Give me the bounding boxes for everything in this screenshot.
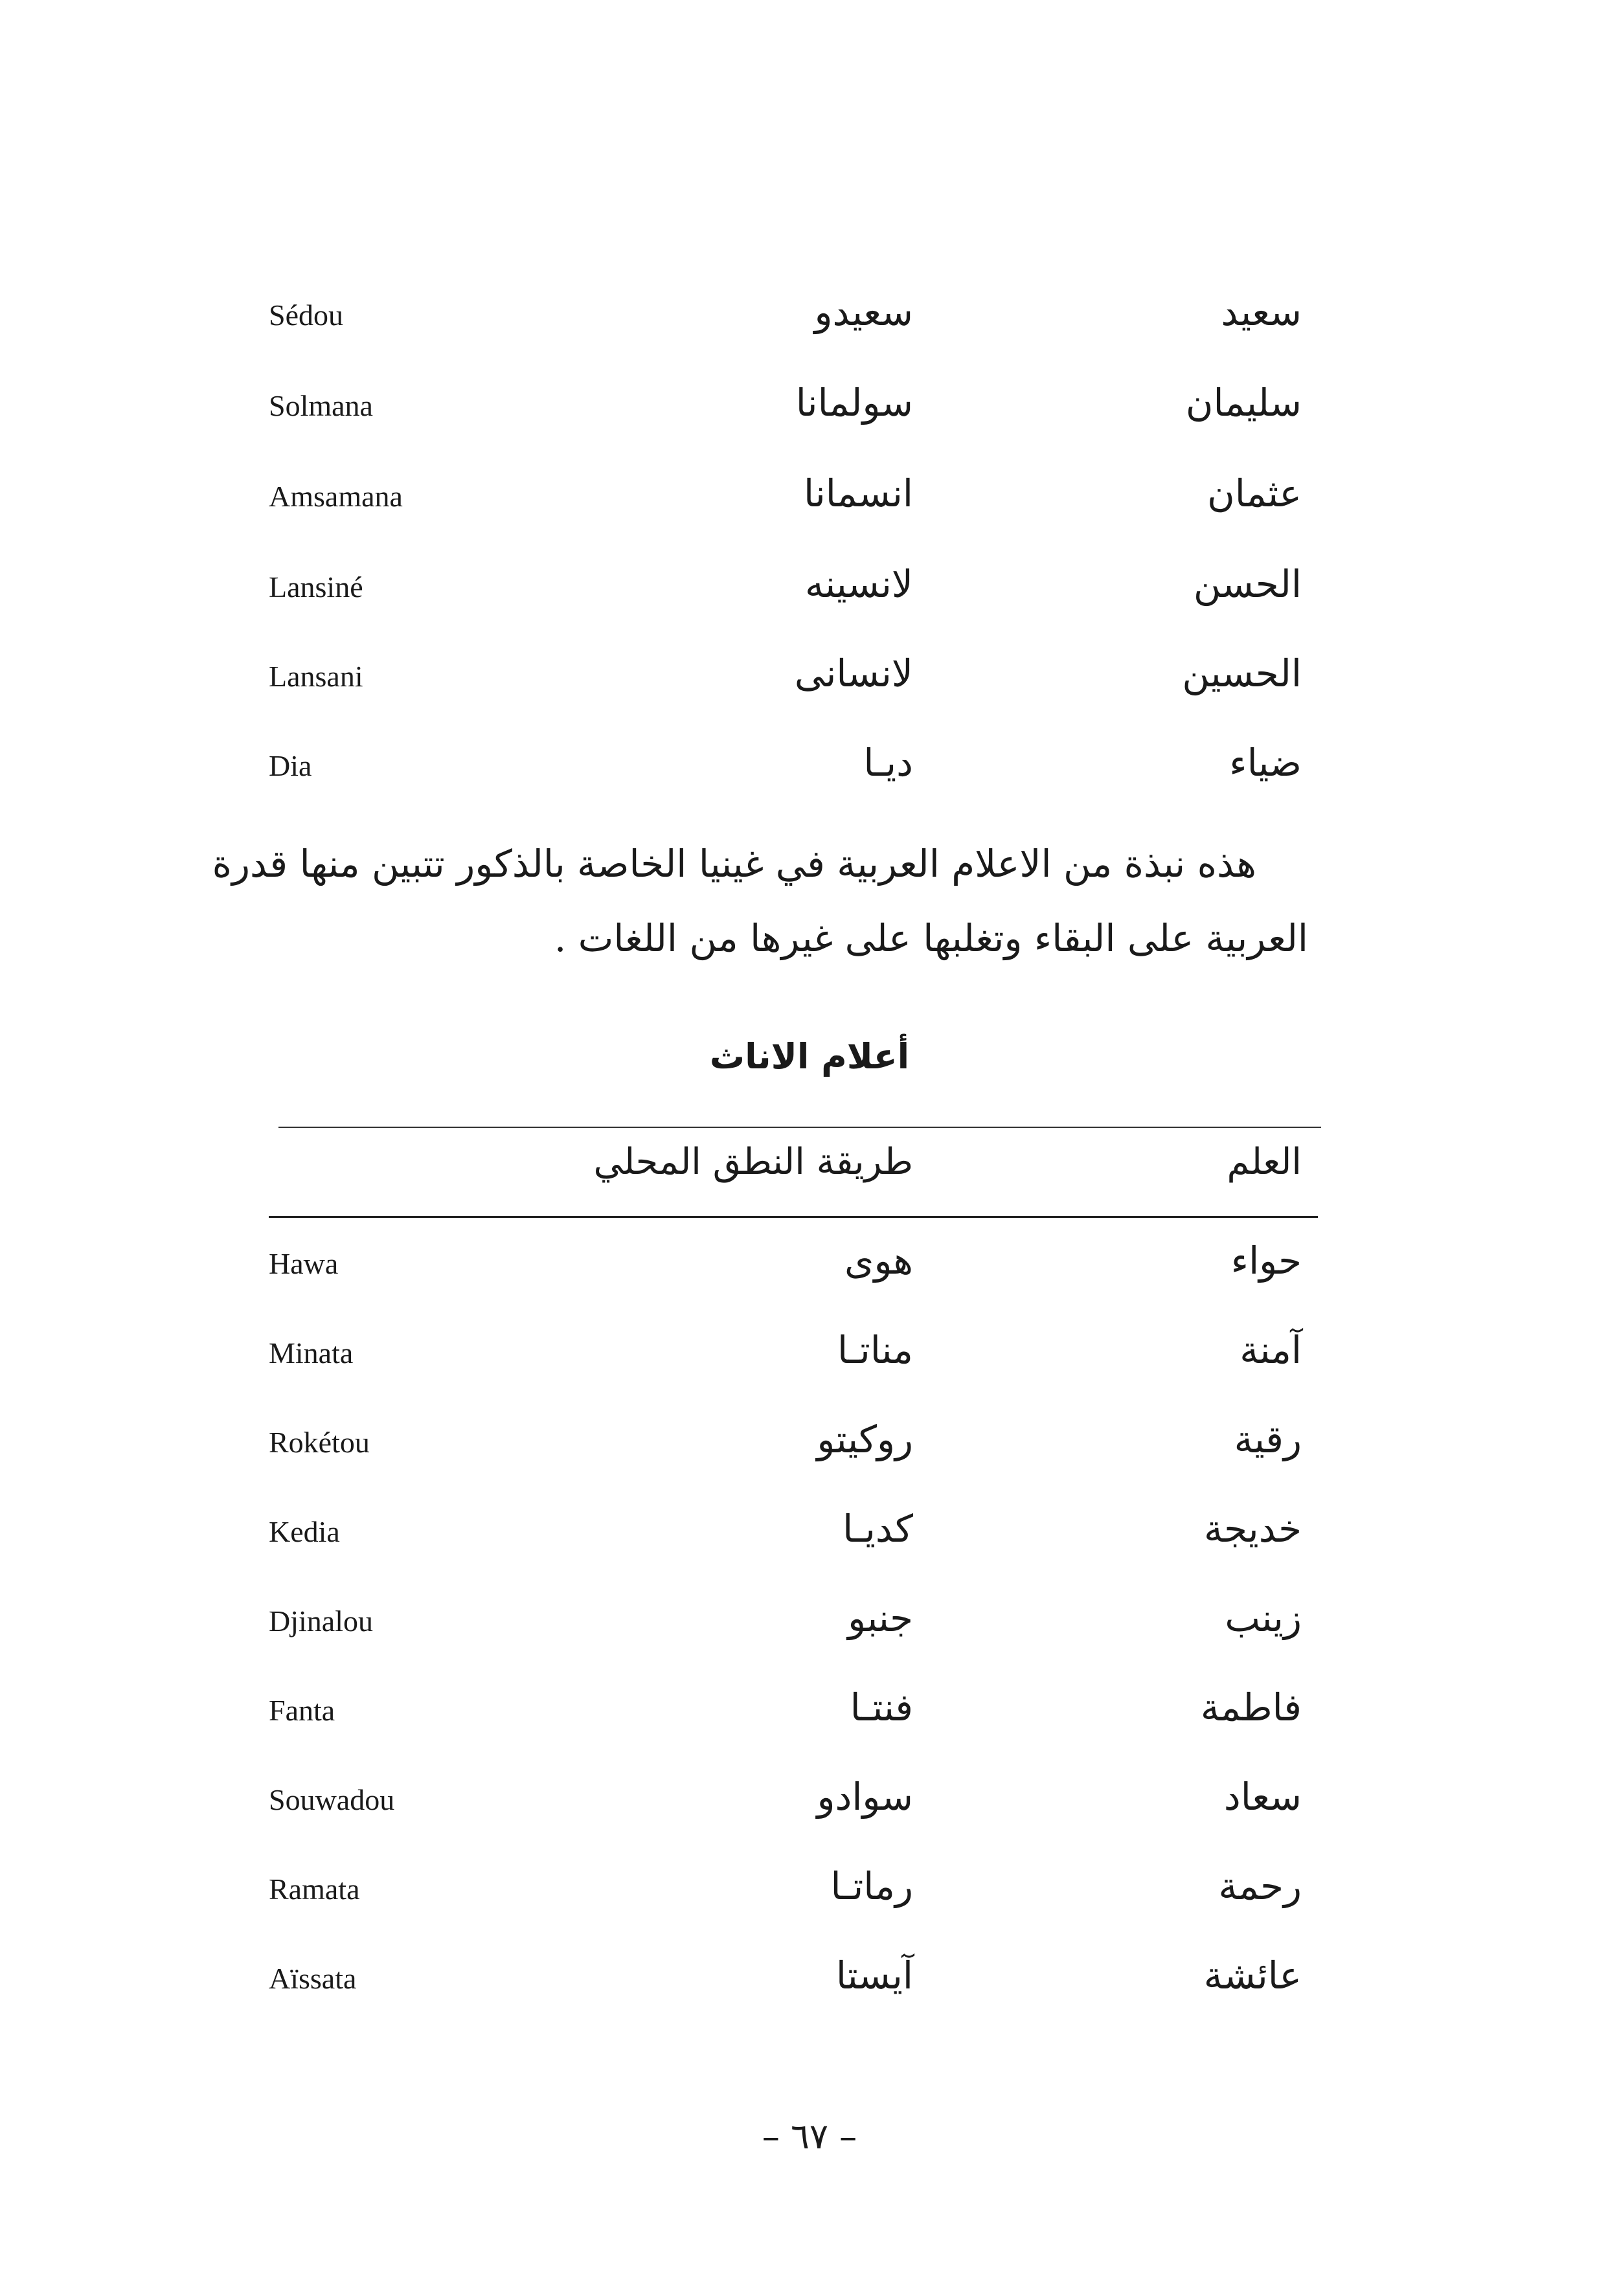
local-pronunciation: جنبو: [848, 1596, 913, 1640]
arabic-name: الحسن: [1193, 562, 1302, 606]
arabic-name: رحمة: [1218, 1864, 1302, 1908]
arabic-name: زينب: [1225, 1596, 1302, 1640]
latin-name: Rokétou: [269, 1426, 370, 1459]
latin-name: Lansiné: [269, 570, 363, 603]
local-pronunciation: سوادو: [817, 1775, 913, 1819]
table-header-rule: [269, 1216, 1318, 1218]
local-pronunciation: انسمانا: [803, 471, 913, 515]
latin-name: Sédou: [269, 298, 343, 332]
arabic-name: فاطمة: [1200, 1685, 1302, 1729]
latin-name: Hawa: [269, 1247, 339, 1280]
arabic-name: حواء: [1230, 1239, 1302, 1283]
local-pronunciation: ديـا: [863, 741, 913, 785]
column-header-local: طريقة النطق المحلي: [593, 1141, 913, 1183]
local-pronunciation: لانسانى: [794, 651, 913, 695]
latin-name: Ramata: [269, 1873, 360, 1906]
table-top-rule: [278, 1127, 1321, 1128]
latin-name: Djinalou: [269, 1604, 373, 1638]
arabic-name: آمنة: [1240, 1328, 1302, 1372]
column-header-name: العلم: [1227, 1141, 1302, 1183]
latin-name: Lansani: [269, 660, 363, 693]
local-pronunciation: هوى: [844, 1239, 913, 1283]
local-pronunciation: روكيتو: [817, 1417, 913, 1461]
paragraph-line-2: العربية على البقاء وتغلبها على غيرها من اللغات .: [554, 916, 1308, 960]
arabic-name: سعيد: [1221, 290, 1302, 334]
local-pronunciation: آيستا: [835, 1953, 913, 1998]
arabic-name: عثمان: [1207, 471, 1302, 515]
arabic-name: رقية: [1234, 1417, 1302, 1461]
latin-name: Aïssata: [269, 1962, 357, 1995]
latin-name: Fanta: [269, 1694, 335, 1727]
local-pronunciation: كديـا: [843, 1507, 913, 1551]
local-pronunciation: فنتـا: [850, 1685, 913, 1729]
arabic-name: سعاد: [1223, 1775, 1302, 1819]
local-pronunciation: سولمانا: [795, 381, 913, 425]
page-number: – ٦٧ –: [762, 2116, 857, 2157]
section-heading: أعلام الاناث: [709, 1036, 910, 1077]
latin-name: Solmana: [269, 389, 373, 422]
local-pronunciation: لانسينه: [804, 562, 913, 606]
local-pronunciation: مناتـا: [837, 1328, 913, 1372]
latin-name: Kedia: [269, 1515, 340, 1548]
arabic-name: سليمان: [1185, 381, 1302, 425]
arabic-name: الحسين: [1182, 651, 1302, 695]
paragraph-line-1: هذه نبذة من الاعلام العربية في غينيا الخاصة بالذكور تتبين منها قدرة: [212, 842, 1256, 886]
local-pronunciation: رماتـا: [830, 1864, 913, 1908]
arabic-name: ضياء: [1229, 741, 1302, 785]
latin-name: Amsamana: [269, 480, 403, 513]
arabic-name: خديجة: [1204, 1507, 1302, 1551]
latin-name: Minata: [269, 1336, 354, 1369]
arabic-name: عائشة: [1203, 1953, 1302, 1998]
latin-name: Souwadou: [269, 1783, 395, 1816]
local-pronunciation: سعيدو: [814, 290, 913, 334]
latin-name: Dia: [269, 749, 312, 782]
